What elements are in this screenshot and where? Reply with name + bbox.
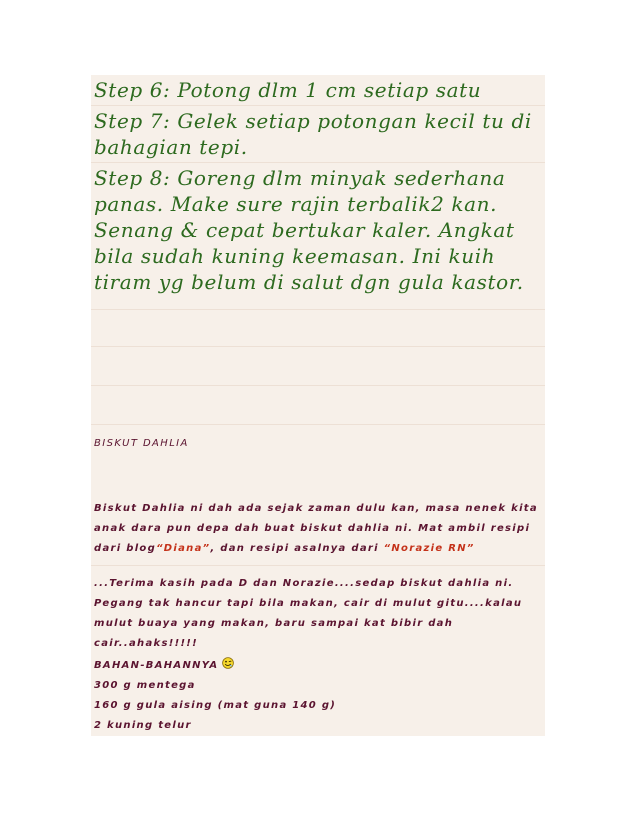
ingredient-item: 160 g gula aising (mat guna 140 g) [94,700,337,711]
source-diana: “Diana” [156,543,211,554]
intro-text-2: , dan resipi asalnya dari [210,543,384,554]
intro-text: Biskut Dahlia ni dah ada sejak zaman dulu kan, masa nenek kita anak dara pun depa dah buat biskut dahlia ni. Mat ambil resipi dari blog [94,503,538,554]
blank-row [91,346,545,385]
thanks-paragraph: ...Terima kasih pada D dan Norazie....sedap biskut dahlia ni. Pegang tak hancur tapi bila makan, cair di mulut gitu....kalau mulut buaya yang makan, baru sampai kat bibir dah cair..ahaks!!!!! [91,565,545,656]
blank-row [91,385,545,424]
ingredients-heading [91,656,545,676]
ingredients-heading-text: BAHAN-BAHANNYA [94,660,219,671]
blank-row [91,309,545,346]
spacer [91,466,545,495]
ingredient-item: 300 g mentega [94,680,196,691]
step-8: Step 8: Goreng dlm minyak sederhana panas. Make sure rajin terbalik2 kan. Senang & cepat bertukar kaler. Angkat bila sudah kuning keemasan. Ini kuih tiram yg belum di salut dgn gula kastor. [91,162,545,309]
step-7: Step 7: Gelek setiap potongan kecil tu di bahagian tepi. [91,105,545,162]
ingredient-item: 2 kuning telur [94,720,192,731]
intro-paragraph [91,495,545,565]
winking-smiley-icon [222,657,234,669]
section-heading: BISKUT DAHLIA [91,424,545,466]
step-6: Step 6: Potong dlm 1 cm setiap satu [94,78,482,102]
recipe-content [91,75,545,736]
source-norazie: “Norazie RN” [383,543,475,554]
